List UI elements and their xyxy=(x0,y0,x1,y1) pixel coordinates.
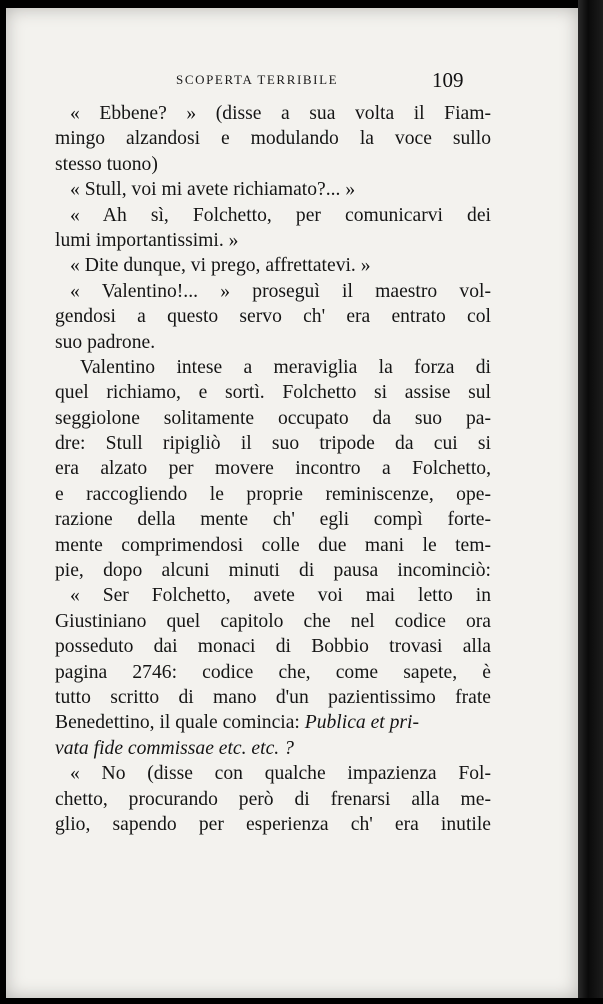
text-line: mingo alzandosi e modulando la voce sullo xyxy=(55,128,491,150)
text-line: « Ah sì, Folchetto, per comunicarvi dei xyxy=(70,204,491,226)
page-edge-shadow xyxy=(578,0,603,1004)
text-line: « No (disse con qualche impazienza Fol- xyxy=(70,763,491,785)
latin-quote: Publica et pri- xyxy=(304,712,420,734)
text-line: razione della mente ch' egli compì forte- xyxy=(55,509,491,531)
text-line: « Valentino!... » proseguì il maestro vol- xyxy=(70,280,491,302)
text-line: quel richiamo, e sortì. Folchetto si assise sul xyxy=(55,382,491,404)
page-number: 109 xyxy=(432,68,464,92)
text-line: suo padrone. xyxy=(55,331,156,353)
text-line: lumi importantissimi. » xyxy=(55,229,239,251)
text-line: chetto, procurando però di frenarsi alla me- xyxy=(55,788,491,810)
text-line: seggiolone solitamente occupato da suo pa- xyxy=(55,407,491,429)
text-line: e raccogliendo le proprie reminiscenze, ope- xyxy=(55,483,491,505)
latin-quote: vata fide commissae etc. etc. xyxy=(55,737,280,759)
book-page xyxy=(6,8,578,998)
text-line: « Ser Folchetto, avete voi mai letto in xyxy=(70,585,491,607)
text-line: « Dite dunque, vi prego, affrettatevi. » xyxy=(70,255,371,277)
text-line: mente comprimendosi colle due mani le tem- xyxy=(55,534,491,556)
text-fragment: Benedettino, il quale comincia: xyxy=(55,712,305,734)
text-line: pagina 2746: codice che, come sapete, è xyxy=(55,661,491,683)
text-line: dre: Stull ripigliò il suo tripode da cui si xyxy=(55,433,491,455)
page-bottom-edge xyxy=(0,998,603,1004)
text-line: « Stull, voi mi avete richiamato?... » xyxy=(70,179,356,201)
text-line: glio, sapendo per esperienza ch' era inutile xyxy=(55,813,491,835)
text-line xyxy=(55,736,491,761)
text-line: pie, dopo alcuni minuti di pausa incominciò: xyxy=(55,560,491,582)
running-head-title: SCOPERTA TERRIBILE xyxy=(176,72,339,87)
text-line: era alzato per movere incontro a Folchetto, xyxy=(55,458,491,480)
running-head xyxy=(6,68,578,98)
body-text xyxy=(55,101,491,837)
text-line: stesso tuono) xyxy=(55,153,158,175)
text-line: Valentino intese a meraviglia la forza di xyxy=(80,356,491,378)
text-line: posseduto dai monaci di Bobbio trovasi alla xyxy=(55,636,491,658)
text-line: gendosi a questo servo ch' era entrato col xyxy=(55,306,491,328)
text-line: Giustiniano quel capitolo che nel codice ora xyxy=(55,610,491,632)
text-line: tutto scritto di mano d'un pazientissimo frate xyxy=(55,686,491,708)
text-line: « Ebbene? » (disse a sua volta il Fiam- xyxy=(70,103,491,124)
text-line xyxy=(55,710,491,735)
question-mark: ? xyxy=(284,737,294,759)
